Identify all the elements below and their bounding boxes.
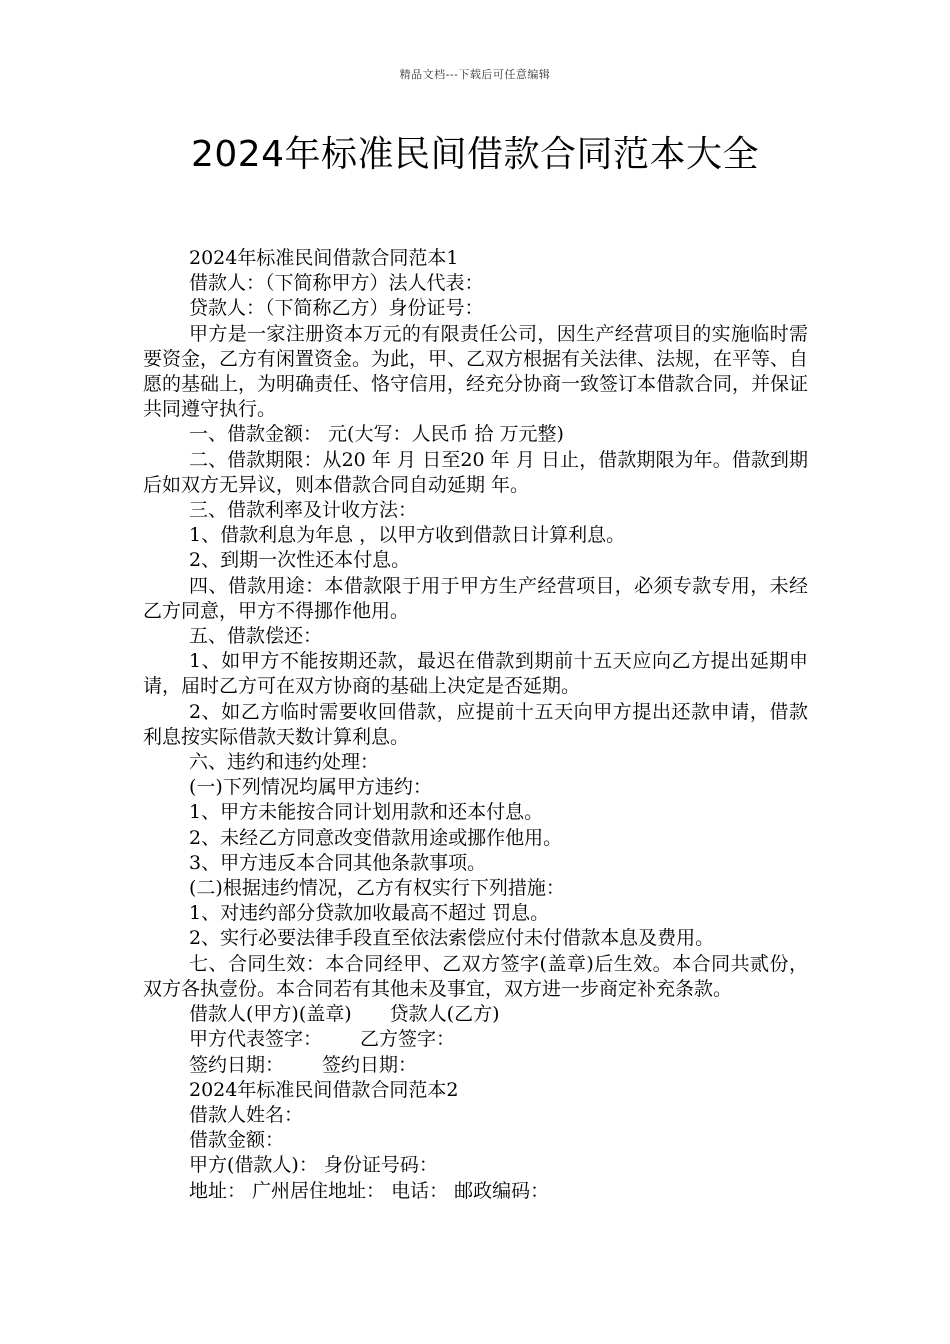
borrower-seal-label: 借款人(甲方)(盖章): [189, 1003, 352, 1026]
amount-line: 借款金额：: [189, 1129, 285, 1152]
lender-line: 贷款人：（下简称乙方）身份证号：: [189, 297, 484, 320]
party-a-sign-label: 甲方代表签字：: [189, 1028, 323, 1051]
lender-label: 贷款人(乙方): [389, 1003, 500, 1026]
clause-purpose: 四、借款用途：本借款限于用于甲方生产经营项目，必须专款专用，未经乙方同意，甲方不得挪作他用。: [143, 574, 808, 622]
clause-repayment-2: 2、如乙方临时需要收回借款，应提前十五天向甲方提出还款申请，借款利息按实际借款天数计算利息。: [143, 700, 808, 748]
clause-interest-2: 2、到期一次性还本付息。: [189, 549, 411, 572]
section-heading-1: 2024年标准民间借款合同范本1: [189, 247, 459, 269]
party-b-sign-label: 乙方签字：: [360, 1028, 456, 1051]
party-a-id-line: 甲方(借款人)： 身份证号码：: [189, 1154, 438, 1177]
header-note: 精品文档---下载后可任意编辑: [399, 68, 551, 81]
date-b-label: 签约日期：: [322, 1053, 418, 1076]
document-body: [143, 246, 808, 1204]
clause-breach-item-1: 1、甲方未能按合同计划用款和还本付息。: [189, 801, 544, 824]
signature-row-3: [143, 1053, 808, 1078]
preamble-paragraph: 甲方是一家注册资本万元的有限责任公司，因生产经营项目的实施临时需要资金，乙方有闲置资金。为此，甲、乙双方根据有关法律、法规，在平等、自愿的基础上，为明确责任、恪守信用，经充分协商一致签订本借款合同，并保证共同遵守执行。: [143, 322, 809, 421]
clause-breach-measure-1: 1、对违约部分贷款加收最高不超过 罚息。: [189, 902, 550, 925]
address-line: 地址： 广州居住地址： 电话： 邮政编码：: [189, 1179, 550, 1202]
clause-breach-heading: 六、违约和违约处理：: [189, 751, 380, 774]
clause-term: 二、借款期限：从20 年 月 日至20 年 月 日止，借款期限为年。借款到期后如双方无异议，则本借款合同自动延期 年。: [143, 448, 808, 496]
section-heading-2: 2024年标准民间借款合同范本2: [189, 1078, 459, 1101]
clause-breach-measure-2: 2、实行必要法律手段直至依法索偿应付未付借款本息及费用。: [189, 927, 715, 950]
clause-interest-heading: 三、借款利率及计收方法：: [189, 499, 418, 522]
document-title: 2024年标准民间借款合同范本大全: [190, 134, 760, 175]
borrower-line: 借款人：（下简称甲方）法人代表：: [189, 272, 484, 295]
date-a-label: 签约日期：: [189, 1053, 285, 1076]
clause-repayment-1: 1、如甲方不能按期还款，最迟在借款到期前十五天应向乙方提出延期申请，届时乙方可在双方协商的基础上决定是否延期。: [143, 650, 808, 698]
borrower-name-line: 借款人姓名：: [189, 1103, 304, 1126]
clause-breach-item-3: 3、甲方违反本合同其他条款事项。: [189, 851, 487, 874]
clause-breach-sub-1: (一)下列情况均属甲方违约：: [189, 776, 432, 799]
clause-amount: 一、借款金额： 元(大写：人民币 拾 万元整): [189, 423, 564, 446]
clause-effective: 七、合同生效：本合同经甲、乙双方签字(盖章)后生效。本合同共贰份，双方各执壹份。本合同若有其他未及事宜，双方进一步商定补充条款。: [143, 952, 808, 1000]
clause-breach-sub-2: (二)根据违约情况，乙方有权实行下列措施：: [189, 877, 565, 900]
clause-breach-item-2: 2、未经乙方同意改变借款用途或挪作他用。: [189, 826, 563, 849]
clause-interest-1: 1、借款利息为年息 ，以甲方收到借款日计算利息。: [189, 524, 626, 547]
signature-row-1: [143, 1002, 808, 1027]
clause-repayment-heading: 五、借款偿还：: [189, 625, 323, 648]
signature-row-2: [143, 1027, 808, 1052]
